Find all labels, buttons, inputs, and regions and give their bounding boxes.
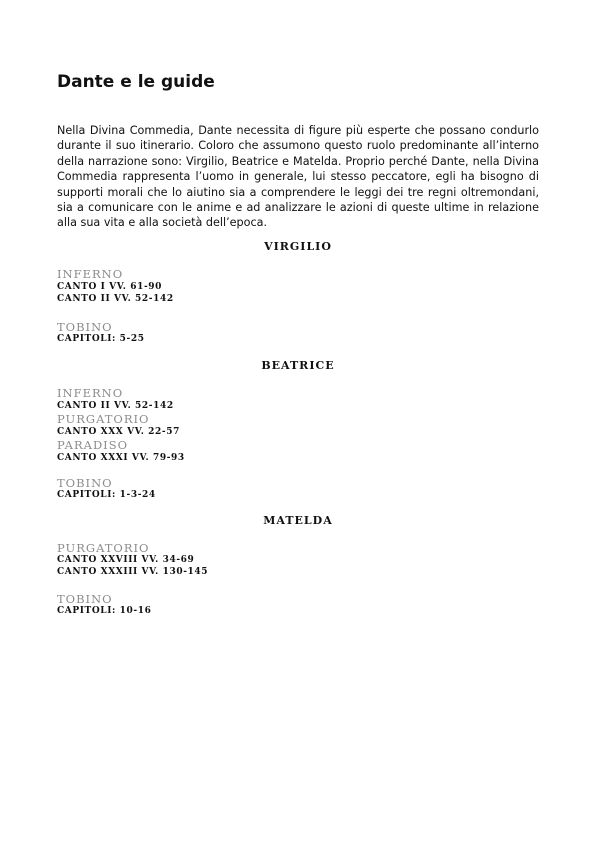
book-label-tobino: TOBINO	[57, 476, 113, 490]
reference-line: CANTO XXX VV. 22-57	[57, 427, 180, 437]
reference-line: CANTO II VV. 52-142	[57, 401, 174, 411]
book-label-tobino: TOBINO	[57, 320, 113, 334]
page-title: Dante e le guide	[57, 72, 215, 92]
section-heading-beatrice: BEATRICE	[261, 359, 335, 372]
reference-line: CAPITOLI: 10-16	[57, 606, 152, 616]
book-label-inferno: INFERNO	[57, 386, 124, 400]
book-label-tobino: TOBINO	[57, 592, 113, 606]
reference-line: CANTO I VV. 61-90	[57, 282, 163, 292]
intro-paragraph: Nella Divina Commedia, Dante necessita di figure più esperte che possano condurlo durante il suo itinerario. Coloro che assumono questo ruolo predominante all’interno della narrazione sono: Virgilio, Beatrice e Matelda. Proprio perché Dante, nella Divina Commedia rappresenta l’uomo in generale, lui stesso peccatore, egli ha bisogno di supporti morali che lo aiutino sia a comprendere le leggi dei tre regni oltremondani, sia a comunicare con le anime e ad analizzare le azioni di queste ultime in relazione alla sua vita e alla società dell’epoca.	[57, 124, 539, 230]
book-label-inferno: INFERNO	[57, 267, 124, 281]
book-label-purgatorio: PURGATORIO	[57, 541, 150, 555]
reference-line: CANTO XXXIII VV. 130-145	[57, 567, 209, 577]
book-label-purgatorio: PURGATORIO	[57, 412, 150, 426]
section-heading-virgilio: VIRGILIO	[264, 240, 332, 253]
section-heading-matelda: MATELDA	[263, 514, 333, 527]
reference-line: CANTO II VV. 52-142	[57, 294, 174, 304]
reference-line: CANTO XXXI VV. 79-93	[57, 453, 185, 463]
reference-line: CAPITOLI: 1-3-24	[57, 490, 156, 500]
reference-line: CAPITOLI: 5-25	[57, 334, 145, 344]
reference-line: CANTO XXVIII VV. 34-69	[57, 555, 195, 565]
book-label-paradiso: PARADISO	[57, 438, 129, 452]
